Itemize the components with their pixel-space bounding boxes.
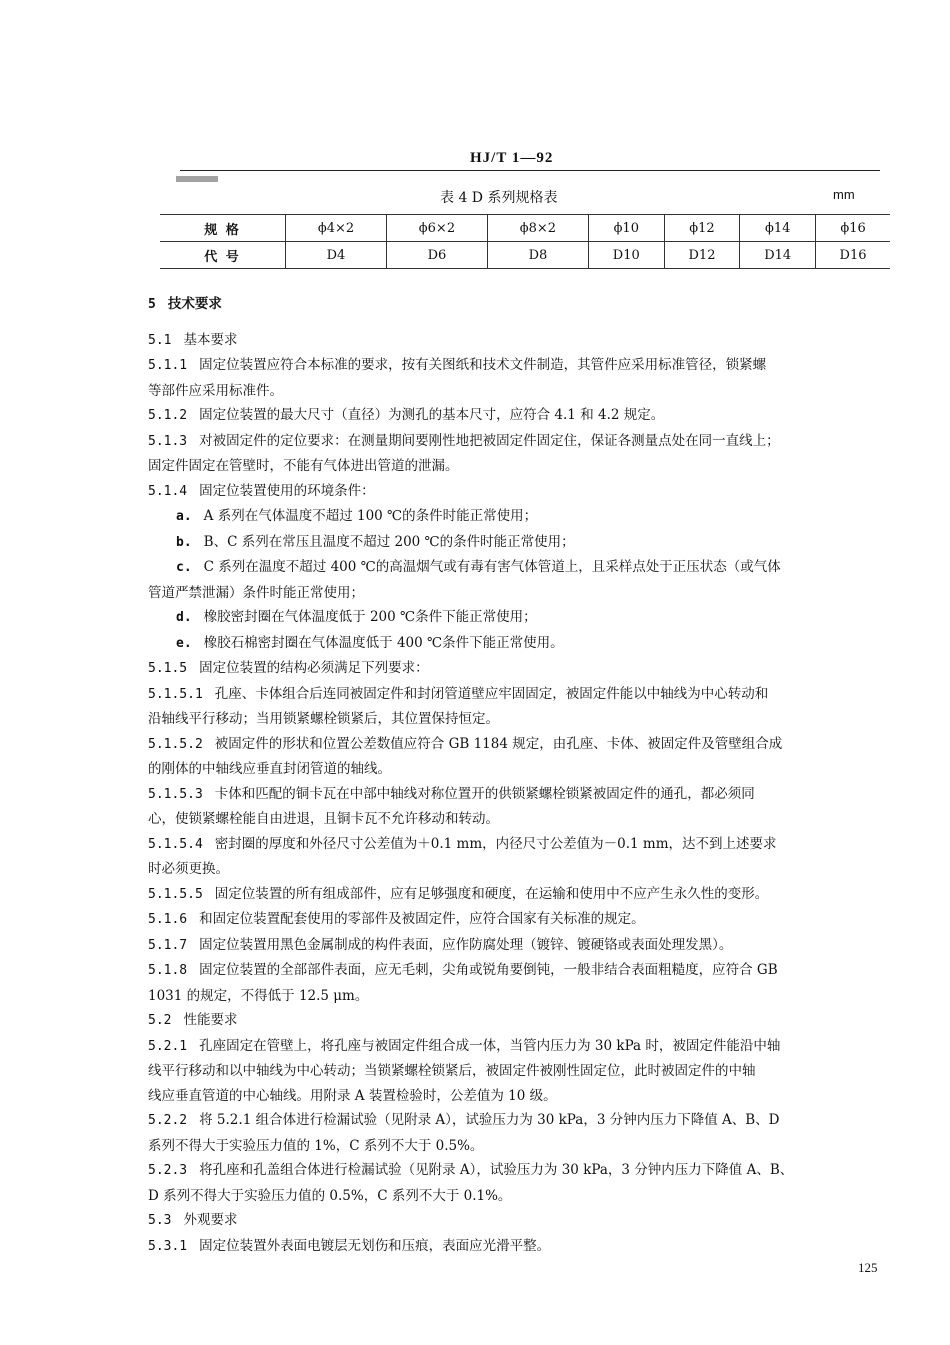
clause: 5.1.5.3 卡体和匹配的铜卡瓦在中部中轴线对称位置开的供锁紧螺栓锁紧被固定件的通孔，都必须同 bbox=[148, 785, 755, 802]
clause: 5.1.5.1 孔座、卡体组合后连同被固定件和封闭管道壁应牢固固定，被固定件能以中轴线为中心转动和 bbox=[148, 685, 769, 702]
clause-continuation: 系列不得大于实验压力值的 1%，C 系列不大于 0.5%。 bbox=[148, 1137, 484, 1154]
table-cell: ϕ8×2 bbox=[487, 215, 588, 242]
subsection-heading: 5.3 外观要求 bbox=[148, 1212, 238, 1228]
clause-continuation: 线应垂直管道的中心轴线。用附录 A 装置检验时，公差值为 10 级。 bbox=[148, 1087, 557, 1104]
clause-continuation: 的刚体的中轴线应垂直封闭管道的轴线。 bbox=[148, 761, 391, 777]
table-cell: ϕ12 bbox=[664, 215, 740, 242]
table-unit: mm bbox=[833, 187, 855, 202]
clause: 5.2.3 将孔座和孔盖组合体进行检漏试验（见附录 A），试验压力为 30 kPa，3 分钟内压力下降值 A、B、 bbox=[148, 1162, 794, 1178]
table-cell: D10 bbox=[588, 242, 664, 269]
clause: 5.1.5.2 被固定件的形状和位置公差数值应符合 GB 1184 规定，由孔座、卡体、被固定件及管壁组合成 bbox=[148, 735, 783, 752]
table-cell: D12 bbox=[664, 242, 740, 269]
clause-continuation: 沿轴线平行移动；当用锁紧螺栓锁紧后，其位置保持恒定。 bbox=[148, 711, 499, 727]
list-item-continuation: 管道严禁泄漏）条件时能正常使用； bbox=[148, 584, 364, 601]
list-item: c. C 系列在温度不超过 400 ℃的高温烟气或有毒有害气体管道上，且采样点处于正压状态（或气体 bbox=[176, 559, 781, 575]
table-row bbox=[160, 215, 890, 242]
list-item: a. A 系列在气体温度不超过 100 ℃的条件时能正常使用； bbox=[176, 508, 538, 524]
clause-continuation: 1031 的规定，不得低于 12.5 μm。 bbox=[148, 987, 369, 1004]
table-cell: D6 bbox=[386, 242, 487, 269]
table-cell: D8 bbox=[487, 242, 588, 269]
table-row bbox=[160, 242, 890, 269]
body-text bbox=[148, 292, 898, 1259]
list-item: d. 橡胶密封圈在气体温度低于 200 ℃条件下能正常使用； bbox=[176, 609, 537, 625]
spec-table bbox=[160, 214, 890, 269]
clause: 5.1.5.4 密封圈的厚度和外径尺寸公差值为＋0.1 mm，内径尺寸公差值为－0.1 mm，达不到上述要求 bbox=[148, 835, 777, 852]
clause-continuation: D 系列不得大于实验压力值的 0.5%，C 系列不大于 0.1%。 bbox=[148, 1187, 512, 1204]
clause: 5.1.7 固定位装置用黑色金属制成的构件表面，应作防腐处理（镀锌、镀硬铬或表面处理发黑）。 bbox=[148, 936, 733, 953]
clause: 5.2.1 孔座固定在管壁上，将孔座与被固定件组合成一体，当管内压力为 30 kPa 时，被固定件能沿中轴 bbox=[148, 1037, 781, 1054]
clause: 5.1.3 对被固定件的定位要求：在测量期间要刚性地把被固定件固定住，保证各测量点处在同一直线上； bbox=[148, 432, 780, 449]
clause-continuation: 等部件应采用标准件。 bbox=[148, 382, 283, 399]
standard-code: HJ/T 1—92 bbox=[470, 150, 554, 166]
table-cell: ϕ10 bbox=[588, 215, 664, 242]
table-cell: ϕ4×2 bbox=[286, 215, 387, 242]
clause: 5.1.6 和固定位装置配套使用的零部件及被固定件，应符合国家有关标准的规定。 bbox=[148, 911, 645, 927]
table-cell: D14 bbox=[740, 242, 816, 269]
clause: 5.1.5.5 固定位装置的所有组成部件，应有足够强度和硬度，在运输和使用中不应产生永久性的变形。 bbox=[148, 885, 769, 902]
list-item: e. 橡胶石棉密封圈在气体温度低于 400 ℃条件下能正常使用。 bbox=[176, 634, 564, 651]
clause: 5.1.5 固定位装置的结构必须满足下列要求： bbox=[148, 660, 429, 676]
list-item: b. B、C 系列在常压且温度不超过 200 ℃的条件时能正常使用； bbox=[176, 533, 575, 550]
clause: 5.1.1 固定位装置应符合本标准的要求，按有关图纸和技术文件制造，其管件应采用标准管径，锁紧螺 bbox=[148, 357, 767, 373]
clause: 5.3.1 固定位装置外表面电镀层无划伤和压痕，表面应光滑平整。 bbox=[148, 1237, 551, 1254]
scan-smudge bbox=[176, 176, 218, 182]
clause-continuation: 时必须更换。 bbox=[148, 861, 229, 877]
clause-continuation: 固定件固定在管壁时，不能有气体进出管道的泄漏。 bbox=[148, 458, 459, 474]
clause-continuation: 线平行移动和以中轴线为中心转动；当锁紧螺栓锁紧后，被固定件被刚性固定位，此时被固定件的中轴 bbox=[148, 1063, 756, 1079]
subsection-heading: 5.1 基本要求 bbox=[148, 331, 238, 348]
row-label: 规 格 bbox=[160, 215, 286, 242]
clause-continuation: 心，使锁紧螺栓能自由进退，且铜卡瓦不允许移动和转动。 bbox=[148, 811, 499, 827]
row-label: 代 号 bbox=[160, 242, 286, 269]
table-cell: D16 bbox=[816, 242, 890, 269]
table-caption: 表 4 D 系列规格表 bbox=[440, 190, 558, 206]
clause: 5.1.8 固定位装置的全部部件表面，应无毛刺，尖角或锐角要倒钝，一般非结合表面粗糙度，应符合 GB bbox=[148, 962, 778, 978]
table-cell: D4 bbox=[286, 242, 387, 269]
table-cell: ϕ6×2 bbox=[386, 215, 487, 242]
subsection-heading: 5.2 性能要求 bbox=[148, 1012, 238, 1028]
page-number: 125 bbox=[858, 1260, 878, 1275]
clause: 5.2.2 将 5.2.1 组合体进行检漏试验（见附录 A），试验压力为 30 kPa，3 分钟内压力下降值 A、B、D bbox=[148, 1112, 780, 1128]
clause: 5.1.4 固定位装置使用的环境条件： bbox=[148, 482, 375, 499]
header-rule bbox=[180, 170, 880, 171]
table-cell: ϕ14 bbox=[740, 215, 816, 242]
table-cell: ϕ16 bbox=[816, 215, 890, 242]
section-heading: 5 技术要求 bbox=[148, 296, 222, 312]
clause: 5.1.2 固定位装置的最大尺寸（直径）为测孔的基本尺寸，应符合 4.1 和 4.2 规定。 bbox=[148, 407, 665, 423]
